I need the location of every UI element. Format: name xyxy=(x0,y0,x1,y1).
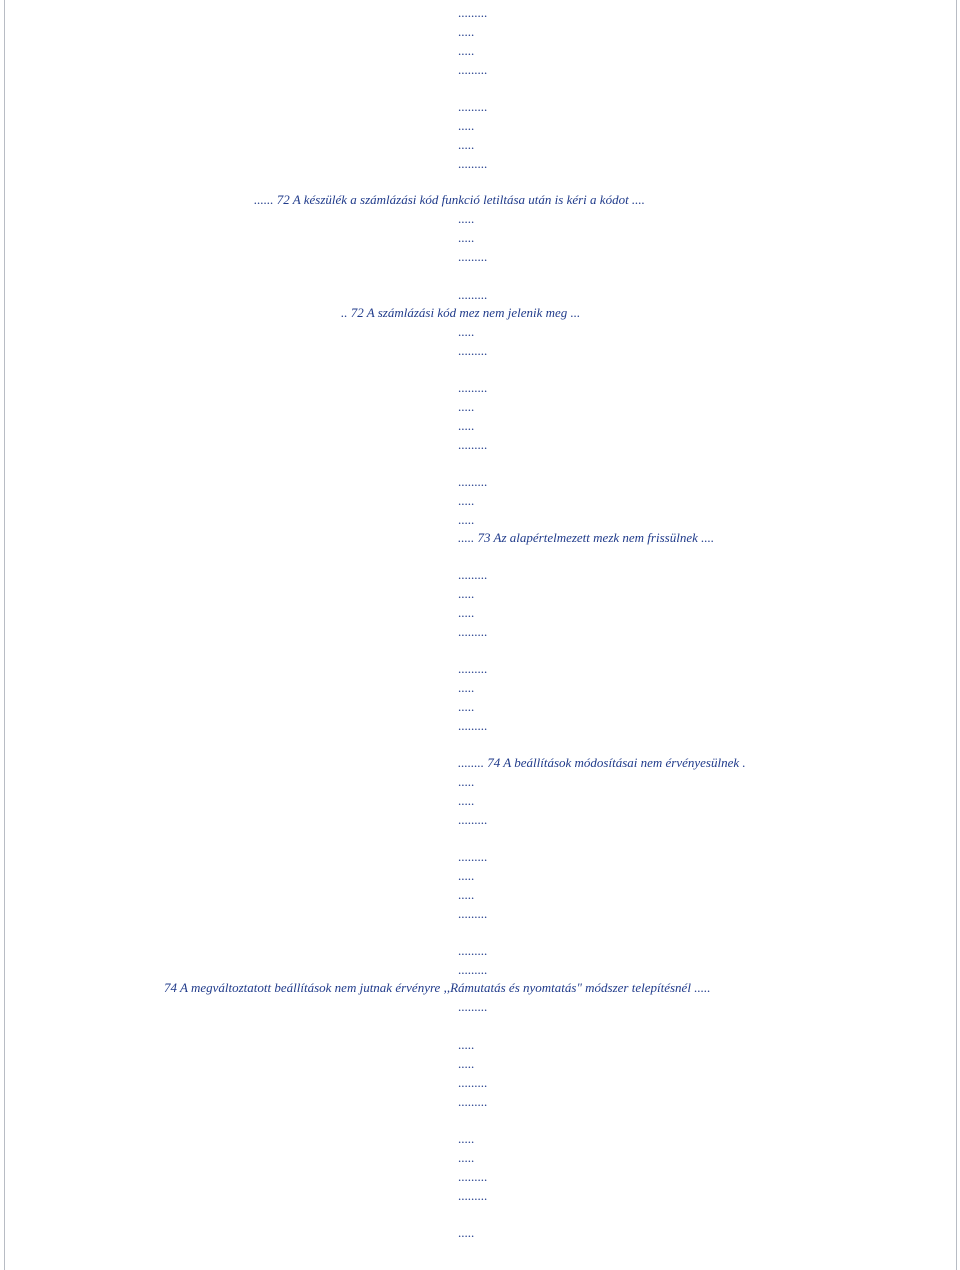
dot-leader: ......... xyxy=(458,474,488,489)
dot-leader: ......... xyxy=(458,156,488,171)
dot-leader: ......... xyxy=(458,5,488,20)
dot-leader: ..... xyxy=(458,324,475,339)
dot-leader: ..... xyxy=(458,211,475,226)
dot-leader: ......... xyxy=(458,437,488,452)
dot-leader: ..... xyxy=(458,774,475,789)
dot-leader: ......... xyxy=(458,62,488,77)
dot-leader: ......... xyxy=(458,1094,488,1109)
dot-leader: ..... xyxy=(458,24,475,39)
dot-leader: ..... xyxy=(458,793,475,808)
dot-leader: ..... xyxy=(458,399,475,414)
dot-leader: ..... xyxy=(458,586,475,601)
dot-leader: ......... xyxy=(458,718,488,733)
dot-leader: ......... xyxy=(458,1188,488,1203)
dot-leader: ......... xyxy=(458,287,488,302)
dot-leader: ......... xyxy=(458,624,488,639)
dot-leader: ......... xyxy=(458,849,488,864)
dot-leader: ......... xyxy=(458,343,488,358)
toc-entry[interactable]: 74 A megváltoztatott beállítások nem jutnak érvényre ,,Rámutatás és nyomtatás" módszer telepítésnél ..... xyxy=(164,980,711,995)
toc-entry[interactable]: ...... 72 A készülék a számlázási kód funkció letiltása után is kéri a kódot .... xyxy=(254,192,645,207)
dot-leader: ......... xyxy=(458,1075,488,1090)
toc-entry[interactable]: .. 72 A számlázási kód mez nem jelenik meg ... xyxy=(341,305,581,320)
dot-leader: ..... xyxy=(458,1131,475,1146)
dot-leader: ..... xyxy=(458,699,475,714)
dot-leader: ..... xyxy=(458,680,475,695)
dot-leader: ......... xyxy=(458,661,488,676)
dot-leader: ......... xyxy=(458,249,488,264)
dot-leader: ..... xyxy=(458,118,475,133)
dot-leader: ..... xyxy=(458,493,475,508)
dot-leader: ..... xyxy=(458,1056,475,1071)
toc-entry[interactable]: ........ 74 A beállítások módosításai nem érvényesülnek . xyxy=(458,755,746,770)
dot-leader: ..... xyxy=(458,418,475,433)
dot-leader: ..... xyxy=(458,1225,475,1240)
dot-leader: ..... xyxy=(458,1150,475,1165)
dot-leader: ..... xyxy=(458,887,475,902)
dot-leader: ......... xyxy=(458,1169,488,1184)
dot-leader: ......... xyxy=(458,999,488,1014)
dot-leader: ......... xyxy=(458,906,488,921)
dot-leader: ......... xyxy=(458,943,488,958)
dot-leader: ..... xyxy=(458,1037,475,1052)
dot-leader: ..... xyxy=(458,43,475,58)
dot-leader: ..... xyxy=(458,512,475,527)
dot-leader: ......... xyxy=(458,567,488,582)
dot-leader: ......... xyxy=(458,380,488,395)
dot-leader: ......... xyxy=(458,812,488,827)
dot-leader: ..... xyxy=(458,605,475,620)
dot-leader: ..... xyxy=(458,868,475,883)
toc-entry[interactable]: ..... 73 Az alapértelmezett mezk nem frissülnek .... xyxy=(458,530,715,545)
dot-leader: ......... xyxy=(458,962,488,977)
dot-leader: ..... xyxy=(458,137,475,152)
dot-leader: ..... xyxy=(458,230,475,245)
dot-leader: ......... xyxy=(458,99,488,114)
